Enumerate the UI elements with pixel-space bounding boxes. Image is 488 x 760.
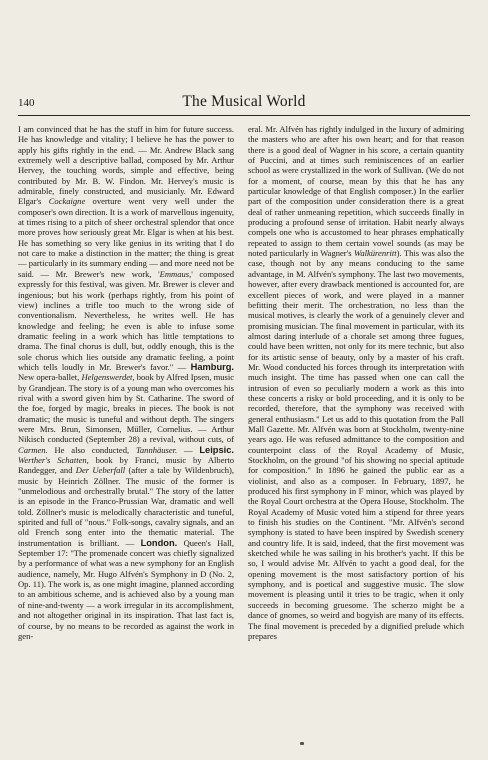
- text-run: Queen's Hall, September 17: "The promenade concert was chiefly signalized by a performance of what was a new symphony for an English audience, namely, Mr. Hugo Alfvén's Symphony in D (No. 2, Op. 11). The work is, as one might imagine, planned according to an ambitious scheme, and is achieved also by a young man of nine-and-twenty — a work irregular in its accomplishment, and not altogether original in its inspiration. That last fact is, of course, by no means to be recorded as against the work in gen-: [18, 537, 234, 641]
- text-run: overture went very well under the composer's own direction. It is a work of marvellous ingenuity, at times rising to a pitch of sheer orchestral splendor that once more proves how seriously great Mr. Elgar is when at his best. He has something so very like genius in its writing that I do not care to make a distinction in the matter; the thing is great — particularly in its summary ending — and more need not be said. — Mr. Brewer's new work, ': [18, 196, 234, 279]
- text-run: New opera-ballet,: [18, 372, 82, 383]
- city-subhead-london: London.: [140, 537, 178, 548]
- text-run: He also conducted,: [47, 444, 136, 455]
- italic-title: Tannhäuser.: [135, 444, 178, 455]
- text-run: ' composed expressly for this festival, was given. Mr. Brewer is clever and ingenious; but his work (perhaps rightly, from his point of view) inclines a trifle too much to the wrong side of conventionalism. Nevertheless, he writes well. He has knowledge and feeling; he even is able to infuse some dramatic feeling in a work which has little temptations to drama. The final chorus is dull, but, oddly enough, this is the sole chorus which lies outside any dramatic feeling, a point which tells loudly in Mr. Brewer's favor." —: [18, 268, 234, 372]
- city-subhead-hamburg: Hamburg.: [190, 361, 234, 372]
- italic-title: Carmen.: [18, 444, 48, 455]
- text-run: eral. Mr. Alfvén has rightly indulged in the luxury of admiring the masters who are after his own heart; and for that reason there is a good deal of Wagner in his score, a certain quantity of Puccini, and at times such reminiscences of an earlier school as were crystallized in the work of Sullivan. (We do not for a moment, of course, mean by this that he has any particular knowledge of that English composer.) In the earlier part of the composition under consideration there is a great deal of rather unmeaning repetition, which succeeds finally in producing a profound sense of irritation. Habit nearly always compels one who is accustomed to hear phrases emphatically repeated to assign to them certain vowel sounds (as may be noted particularly in Wagner's: [248, 124, 464, 259]
- text-run: (after a tale by Wildenbruch), music by Heinrich Zöllner. The music of the former is "unmelodious and orchestrally brutal." The story of the latter is an episode in the Franco-Prussian War, dramatic and well told. Zöllner's music is melodically characteristic and tuneful, spirited and full of "nous." Folk-songs, cavalry signals, and an old French song enter into the thematic material. The instrumentation is brilliant. —: [18, 465, 234, 548]
- italic-title: Helgenswerdet,: [81, 372, 135, 383]
- running-title: The Musical World: [182, 93, 306, 110]
- city-subhead-leipsic: Leipsic.: [199, 444, 234, 455]
- page-header: [0, 95, 488, 115]
- text-run: book by Alfred Ipsen, music by Grandjean. The story is of a young man who overcomes his rival with a sword given him by St. Catharine. The sword of the foe, forged by magic, breaks in pieces. The book is not dramatic; the music is tuneful and without depth. The singers were Mrs. Brun, Simonsen, Müller, Cornelius. — Arthur Nikisch conducted (September 28) a revival, without cuts, of: [18, 372, 234, 445]
- right-column-text: [248, 124, 464, 641]
- italic-title: Emmaus,: [159, 268, 192, 279]
- text-run: —: [177, 444, 200, 455]
- italic-title: Cockaigne: [48, 196, 86, 207]
- text-run: ). This was also the case, though not by any means conducing to the same advantage, in M. Alfvén's symphony. The last two movements, however, after every drawback mentioned is accounted for, are excellent pieces of work, and were played in a manner befitting their merit. The orchestration, no less than the musical motives, is clearly the work of a genuinely clever and promising musician. The final movement in particular, with its almost daring interlude of a chorale set among three fugues, could have been written, not only for its mere technic, but also for its artistic sense of beauty, only by a master of his craft. Mr. Wood conducted his forces through its interpretation with much insight. The time has passed when one can call the intrusion of even so peculiarly modern a work as this into these concerts a risky or bold proceeding, and it is only to be recorded, therefore, that the symphony was received with general enthusiasm." Let us add to this quotation from the Pall Mall Gazette. Mr. Alfvén was born at Stockholm, twenty-nine years ago. He was refused admittance to the composition and counterpoint class of the Royal Academy of Music, Stockholm, on the ground "of his showing no special aptitude for composition." In 1896 he gained the public ear as a violinist, and also as a composer. In February, 1897, he produced his first symphony in F minor, which was played by the Royal Court orchestra at the Opera House, Stockholm. The Royal Academy of Music voted him a stipend for three years to finish his studies on the Continent. "Mr. Alfvén's second symphony is stated to have been inspired by Swedish scenery and country life. It is said, indeed, that the first movement was sketched while he was sailing in his brother's yacht. If this be so, I would advise Mr. Alfvén to yacht a good deal, for the opening movement is the most satisfactory portion of his symphony, and is poetical and suggestive music. The slow movement is pleasing until it tries to be tragic, when it only succeeds in becoming gruesome. The scherzo might be a dance of gnomes, so weird and bogyish are many of its effects. The final movement is preceded by a dignified prelude which prepares: [248, 248, 464, 641]
- text-run: book by Franci, music by Alberto Randegger, and: [18, 455, 234, 476]
- italic-title: Werther's Schatten,: [18, 455, 89, 465]
- right-column: [248, 124, 464, 641]
- left-column-text: [18, 124, 234, 641]
- left-column: [18, 124, 234, 641]
- page-number: 140: [18, 97, 35, 109]
- header-rule: [18, 115, 470, 116]
- text-run: I am convinced that he has the stuff in him for future success. He has knowledge and vitality; I believe he has the power to apply his gifts rightly in the end. — Mr. Andrew Black sang extremely well a descriptive ballad, composed by Mr. Arthur Hervey, the touching words, simple and effective, being contributed by Mr. B. W. Findon. Mr. Hervey's music is admirable, finely constructed, and musicianly. Mr. Edward Elgar's: [18, 124, 234, 207]
- italic-title: Walkürenritt: [354, 248, 397, 259]
- italic-title: Der Ueberfall: [75, 465, 126, 476]
- print-speck: [300, 742, 304, 745]
